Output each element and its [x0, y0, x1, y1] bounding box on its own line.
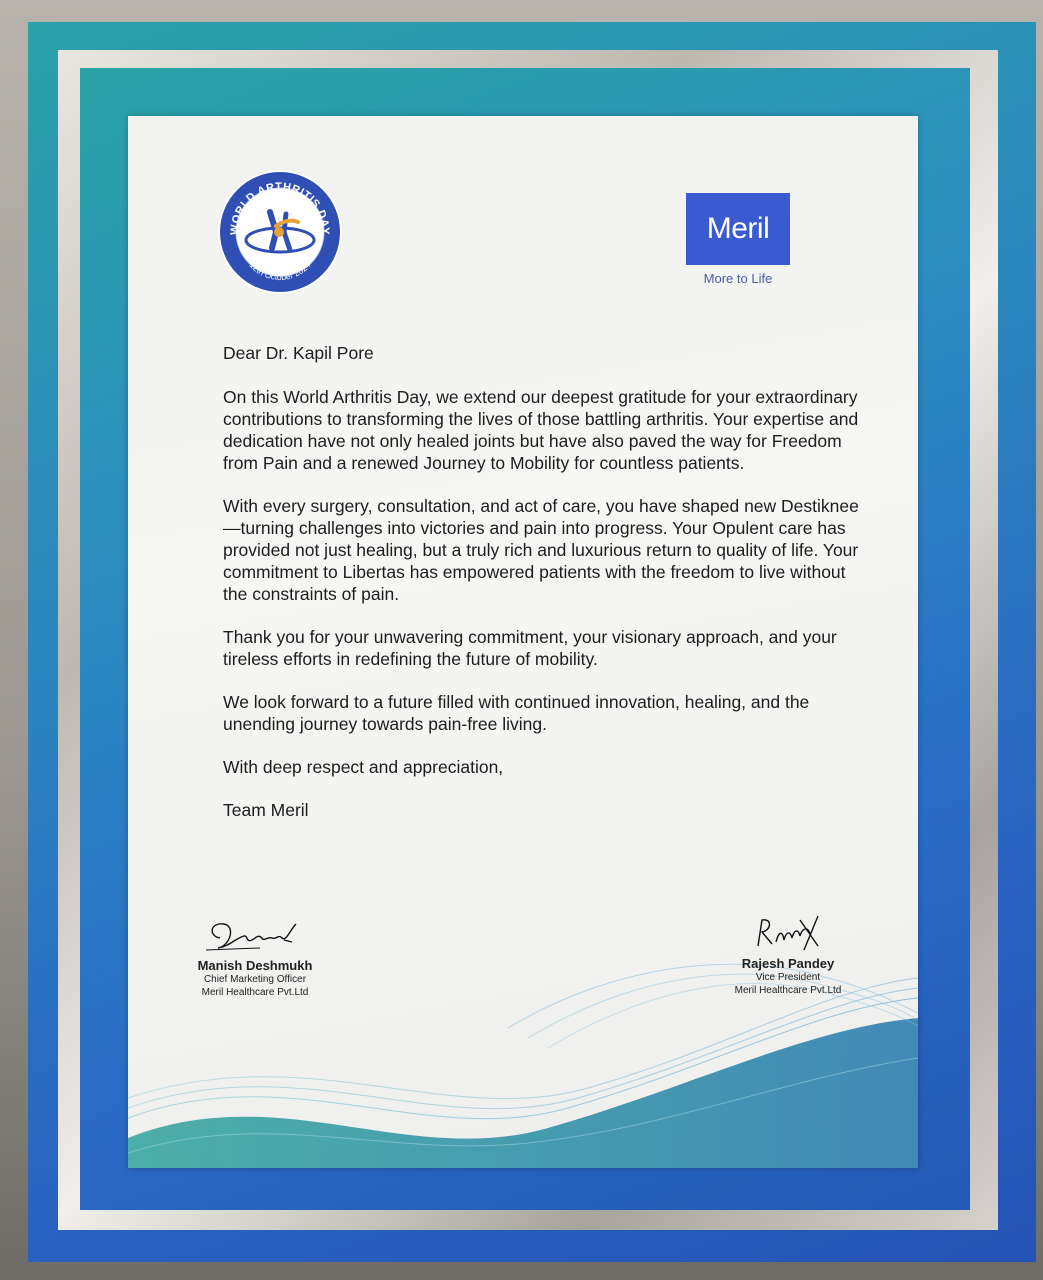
logo-title-text: WORLD ARTHRITIS DAY — [228, 180, 332, 236]
letter-paper — [128, 116, 918, 1168]
logo-date-text: 12th October 2024 — [247, 259, 313, 283]
signatory-left-company: Meril Healthcare Pvt.Ltd — [201, 987, 309, 998]
signature-image-right — [738, 906, 838, 954]
sign-off: Team Meril — [223, 800, 309, 820]
closing-line: With deep respect and appreciation, — [223, 757, 504, 777]
signature-block-right — [718, 906, 858, 997]
signatory-right-title: Vice President — [755, 972, 821, 983]
signatory-right-company: Meril Healthcare Pvt.Ltd — [734, 985, 842, 996]
paragraph-2: With every surgery, consultation, and act of care, you have shaped new Destiknee —turning challenges into victories and pain into progress. Your Opulent care has provided not just healing, but a truly rich and luxurious return to quality of life. Your commitment to Libertas has empowered patients with the freedom to live without the constraints of pain. — [223, 496, 859, 604]
meril-tagline: More to Life — [703, 271, 773, 286]
signature-block-left — [180, 916, 330, 999]
paragraph-1: On this World Arthritis Day, we extend our deepest gratitude for your extraordinary contributions to transforming the lives of those battling arthritis. Your expertise and dedication have not only healed joints but have also paved the way for Freedom from Pain and a renewed Journey to Mobility for countless patients. — [223, 387, 859, 473]
letter-body — [223, 342, 873, 842]
salutation: Dear Dr. Kapil Pore — [223, 343, 374, 363]
meril-brand-text: Meril — [706, 212, 770, 245]
signature-image-left — [200, 916, 310, 956]
paragraph-4: We look forward to a future filled with continued innovation, healing, and the unending journey towards pain-free living. — [223, 692, 810, 734]
signatory-right-name: Rajesh Pandey — [741, 956, 835, 971]
world-arthritis-day-logo — [216, 168, 344, 296]
meril-logo — [686, 193, 790, 265]
signatory-left-title: Chief Marketing Officer — [203, 974, 307, 985]
paragraph-3: Thank you for your unwavering commitment, your visionary approach, and your tireless efforts in redefining the future of mobility. — [223, 627, 837, 669]
signatory-left-name: Manish Deshmukh — [197, 958, 313, 973]
